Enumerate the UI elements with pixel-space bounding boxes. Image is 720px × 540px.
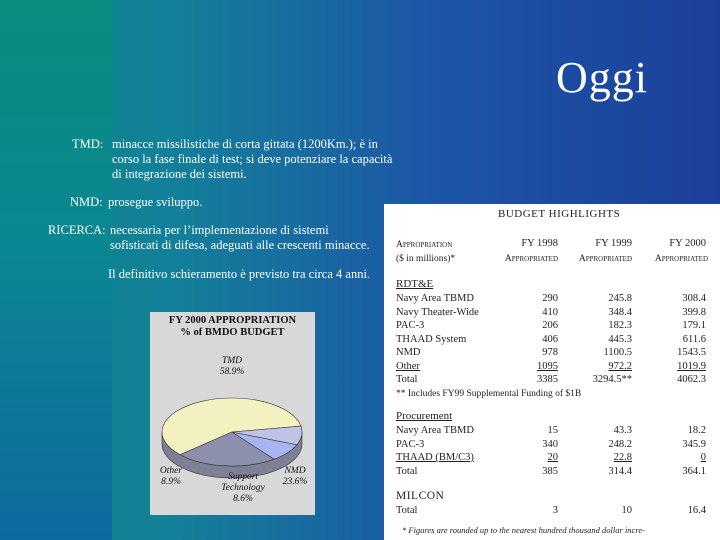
table-cell-fy1999: 972.2 — [608, 360, 632, 372]
table-cell-fy2000: 16.4 — [687, 505, 706, 516]
table-cell-fy1999: 10 — [621, 505, 632, 516]
pie-title-line: % of BMDO BUDGET — [180, 327, 285, 338]
pie-label-text: Other — [159, 466, 183, 476]
table-cell-fy1998: 385 — [542, 465, 558, 477]
budget-highlights-table — [384, 204, 720, 540]
table-cell-fy1999: 3294.5** — [592, 374, 632, 385]
bullet-deployment — [108, 267, 378, 283]
footnote: * Figures are rounded up to the nearest hundred thousand dollar incre- — [402, 525, 645, 535]
table-cell-fy1998: 15 — [547, 425, 558, 436]
bullet-label: TMD: — [72, 137, 104, 151]
table-cell-fy2000: 345.9 — [682, 438, 706, 450]
bullet-text-line: prosegue sviluppo. — [108, 195, 203, 209]
pie-label-support — [214, 472, 272, 505]
table-cell-fy1999: 314.4 — [608, 465, 632, 477]
table-cell-fy1999: 348.4 — [608, 306, 632, 318]
table-row-label: Navy Area TBMD — [396, 425, 474, 436]
table-cell-fy1998: 340 — [542, 438, 558, 450]
col-header-fy2000-sub: Appropriated — [654, 254, 708, 264]
table-row-label: Other — [396, 360, 420, 372]
rdte-note: ** Includes FY99 Supplemental Funding of $1B — [396, 389, 582, 399]
table-row-label: PAC-3 — [396, 320, 425, 331]
table-cell-fy1998: 20 — [547, 452, 558, 463]
table-row-label: THAAD System — [396, 333, 467, 345]
bullet-text-line: Il definitivo schieramento è previsto tra circa 4 anni. — [108, 267, 371, 281]
table-row-label: Total — [396, 465, 418, 477]
pie-label-text: Technology — [221, 483, 265, 493]
table-cell-fy2000: 4062.3 — [677, 374, 706, 385]
table-row-label: PAC-3 — [396, 438, 425, 450]
section-milcon: MILCON — [396, 490, 445, 502]
table-row-label: Total — [396, 374, 418, 385]
pie-label-value: 58.9% — [219, 367, 245, 377]
col-header-fy1999-sub: Appropriated — [578, 254, 632, 264]
col-header-units: ($ in millions)* — [396, 254, 456, 264]
bullet-text-line: di integrazione dei sistemi. — [112, 167, 247, 181]
bullet-label: NMD: — [70, 195, 103, 209]
table-cell-fy1998: 290 — [542, 293, 558, 304]
table-cell-fy2000: 308.4 — [682, 293, 706, 304]
table-cell-fy2000: 179.1 — [682, 320, 706, 331]
table-cell-fy1999: 248.2 — [608, 438, 632, 450]
slide-title: Oggi — [556, 53, 648, 102]
table-cell-fy1999: 1100.5 — [603, 347, 632, 358]
table-cell-fy1998: 406 — [542, 333, 558, 345]
table-row-label: Navy Area TBMD — [396, 293, 474, 304]
pie-label-text: Support — [227, 472, 259, 482]
pie-label-value: 23.6% — [282, 477, 308, 487]
pie-label-text: TMD — [221, 356, 243, 366]
bullet-ricerca — [48, 223, 378, 255]
pie-label-nmd — [278, 466, 312, 488]
table-cell-fy1998: 1095 — [537, 360, 558, 372]
table-cell-fy1999: 245.8 — [608, 293, 632, 304]
pie-label-tmd — [212, 356, 252, 378]
table-cell-fy2000: 1543.5 — [677, 347, 706, 358]
bullet-tmd — [72, 137, 402, 183]
pie-label-value: 8.6% — [233, 494, 253, 504]
table-row-label: NMD — [396, 347, 421, 358]
table-cell-fy2000: 399.8 — [682, 306, 706, 318]
section-procurement: Procurement — [396, 410, 453, 422]
col-header-fy2000: FY 2000 — [669, 238, 706, 249]
table-cell-fy1999: 43.3 — [613, 425, 632, 436]
pie-label-text: NMD — [284, 466, 306, 476]
pie-title-line: FY 2000 APPROPRIATION — [168, 315, 297, 326]
section-rdte: RDT&E — [396, 278, 434, 290]
budget-title: BUDGET HIGHLIGHTS — [498, 208, 621, 220]
table-row-label: Navy Theater-Wide — [396, 306, 479, 318]
col-header-appropriation: Appropriation — [396, 240, 453, 250]
table-cell-fy1998: 3 — [552, 505, 558, 516]
table-row-label: Total — [396, 505, 418, 516]
bullet-text-line: sofisticati di difesa, adeguati alle crescenti minacce. — [110, 238, 370, 252]
table-cell-fy1998: 3385 — [537, 374, 558, 385]
col-header-fy1999: FY 1999 — [595, 238, 632, 249]
col-header-fy1998: FY 1998 — [521, 238, 558, 249]
table-cell-fy1999: 445.3 — [608, 333, 632, 345]
table-cell-fy2000: 364.1 — [682, 465, 706, 477]
pie-chart-card — [150, 312, 315, 515]
table-row-label: THAAD (BM/C3) — [396, 452, 474, 463]
table-cell-fy1998: 206 — [542, 320, 558, 331]
bullet-text-line: minacce missilistiche di corta gittata (1200Km.); è in — [112, 137, 378, 151]
left-decorative-band — [0, 0, 112, 540]
table-cell-fy2000: 0 — [700, 452, 706, 463]
bullet-text-line: necessaria per l’implementazione di sistemi — [110, 223, 329, 237]
table-cell-fy2000: 1019.9 — [677, 360, 706, 372]
bullet-label: RICERCA: — [48, 223, 106, 237]
table-cell-fy2000: 18.2 — [687, 425, 706, 436]
bullet-nmd — [70, 195, 370, 211]
table-cell-fy1998: 978 — [542, 347, 558, 358]
bullet-text-line: corso la fase finale di test; si deve potenziare la capacità — [112, 152, 393, 166]
pie-label-other — [154, 466, 188, 488]
col-header-fy1998-sub: Appropriated — [504, 254, 558, 264]
table-cell-fy2000: 611.6 — [682, 333, 706, 345]
table-cell-fy1998: 410 — [542, 306, 558, 318]
table-cell-fy1999: 22.8 — [613, 452, 632, 463]
pie-label-value: 8.9% — [161, 477, 181, 487]
table-cell-fy1999: 182.3 — [608, 320, 632, 331]
